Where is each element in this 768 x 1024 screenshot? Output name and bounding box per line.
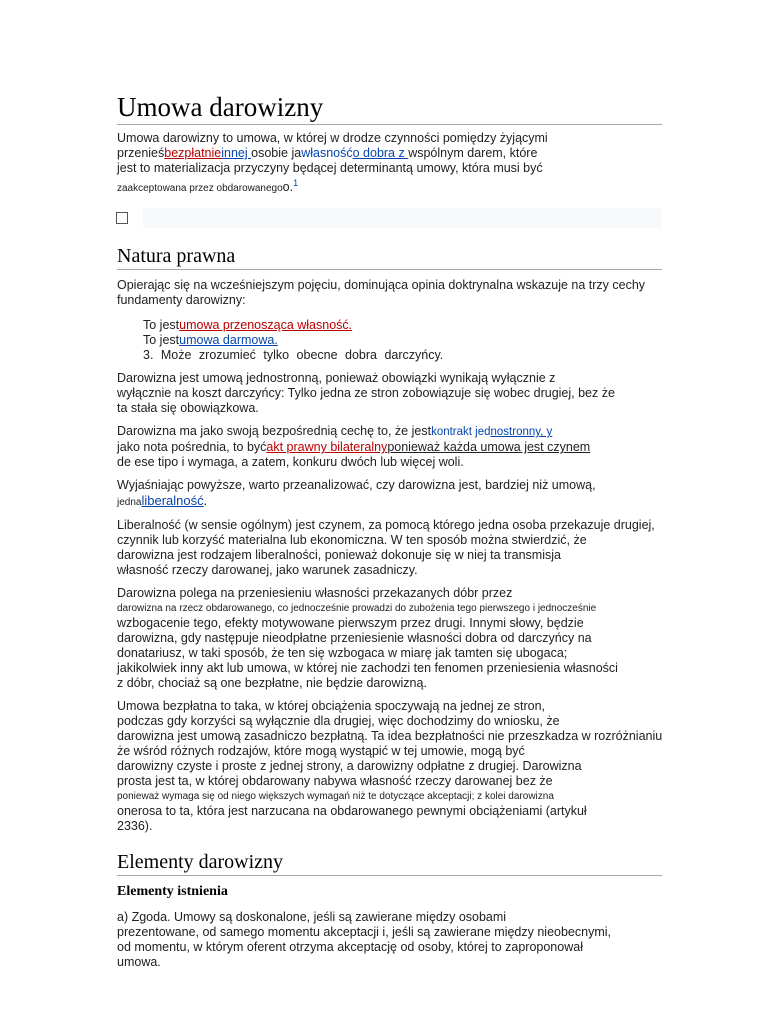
toc-row [116, 208, 662, 228]
link-umowa-darmowa[interactable]: umowa darmowa. [179, 333, 278, 348]
section-heading-elementy-darowizny: Elementy darowizny [117, 850, 662, 876]
subsection-heading-elementy-istnienia: Elementy istnienia [117, 884, 228, 900]
paragraph-bezplatna: Umowa bezpłatna to taka, w której obciążenia spoczywają na jednej ze stron, podczas gdy korzyści są wyłącznie dla drugiej, więc dochodzimy do wniosku, że darowizna jest umową zasadniczo bezpłatną. Ta idea bezpłatności nie przeszkadza w rozróżnianiu że wśród różnych rodzajów, które mogą wystąpić w tej umowie, mogą być darowizny czyste i proste z jednej strony, a darowizny odpłatne z drugiej. Darowizna prosta jest ta, w której obdarowany nabywa własność rzeczy darowanej bez że ponieważ wymaga się od niego większych wymagań niż te dotyczące akceptacji; z kolei darowizna onerosa to ta, która jest narzucana na obdarowanego pewnymi obciążeniami (artykuł 2336). [117, 699, 663, 834]
link-wlasnosc[interactable]: własność [301, 146, 353, 161]
paragraph-jednostronna: Darowizna jest umową jednostronną, ponieważ obowiązki wynikają wyłącznie z wyłącznie na koszt darczyńcy: Tylko jedna ze stron zobowiązuje się wobec drugiej, bez że ta stała się obowiązkowa. [117, 371, 615, 416]
intro-paragraph [117, 131, 662, 196]
toc-box [143, 208, 662, 228]
page-title: Umowa darowizny [117, 92, 662, 125]
article [117, 92, 662, 978]
paragraph-cecha: Darowizna ma jako swoją bezpośrednią cechę to, że jestkontrakt jednostronny, y jako nota pośrednia, to byćakt prawny bilateralnyponieważ każda umowa jest czynem de ese tipo i wymaga, a zatem, konkuru dwóch lub więcej woli. [117, 424, 591, 470]
footnote-ref[interactable]: 1 [293, 178, 299, 189]
section-heading-natura-prawna: Natura prawna [117, 244, 662, 270]
link-bezplatnie[interactable]: bezpłatnie [164, 146, 222, 161]
list-item: To jestumowa darmowa. [143, 333, 278, 348]
paragraph-zgoda: a) Zgoda. Umowy są doskonalone, jeśli są zawierane między osobami prezentowane, od samego momentu akceptacji i, jeśli są zawierane między nieobecnymi, od momentu, w którym oferent otrzyma akceptację od osoby, której to zaproponował umowa. [117, 910, 612, 970]
paragraph-przeniesienie: Darowizna polega na przeniesieniu własności przekazanych dóbr przez darowizna na rzecz obdarowanego, co jednocześnie prowadzi do zubożenia tego pierwszego i jednocześnie wzbogacenie tego, efekty motywowane pierwszym przez drugi. Innymi słowy, będzie darowizna, gdy następuje nieodpłatne przeniesienie własności dobra od darczyńcy na donatariusz, w taki sposób, że ten się wzbogaca w miarę jak tamten się ubogaca; jakikolwiek inny akt lub umowa, w której nie zachodzi ten fenomen przeniesienia własności z dóbr, chociaż są one bezpłatne, nie będzie darowizną. [117, 586, 618, 691]
paragraph-opierajac: Opierając się na wcześniejszym pojęciu, dominująca opinia doktrynalna wskazuje na trzy cechy fundamenty darowizny: [117, 278, 646, 308]
link-jednostronny[interactable]: nostronny, y [490, 426, 553, 439]
link-akt-prawny[interactable]: akt prawny bilateralny [266, 440, 388, 455]
link-umowa-przenoszaca[interactable]: umowa przenosząca własność. [179, 318, 353, 333]
features-list [143, 318, 662, 363]
paragraph-wyjasniajac: Wyjaśniając powyższe, warto przeanalizować, czy darowizna jest, bardziej niż umową, jednaliberalność. [117, 478, 596, 509]
link-liberalnosc[interactable]: liberalność [141, 493, 204, 509]
intro-line-2: przenieśbezpłatnieinnej osobie jawłasnośćo dobra z wspólnym darem, które [117, 146, 538, 161]
link-kontrakt[interactable]: kontrakt jed [431, 426, 491, 439]
toc-toggle-checkbox[interactable] [116, 212, 128, 224]
intro-line-4: zaakceptowana przez obdarowanegoo.$^1$ [117, 178, 299, 195]
intro-line-1: Umowa darowizny to umowa, w której w drodze czynności pomiędzy żyjącymi [117, 131, 548, 146]
list-item: To jestumowa przenosząca własność. [143, 318, 353, 333]
link-dobra[interactable]: o dobra z [352, 146, 409, 161]
intro-line-3: jest to materializacja przyczyny będącej determinantą umowy, która musi być [117, 161, 543, 176]
list-item: 3. Może zrozumieć tylko obecne dobra darczyńcy. [143, 348, 444, 363]
paragraph-liberalnosc: Liberalność (w sensie ogólnym) jest czynem, za pomocą którego jedna osoba przekazuje drugiej, czynnik lub korzyść materialna lub ekonomiczna. W ten sposób można stwierdzić, że darowizna jest rodzajem liberalności, ponieważ dokonuje się w niej ta transmisja własność rzeczy darowanej, jako warunek zasadniczy. [117, 518, 655, 578]
link-innej[interactable]: innej [221, 146, 252, 161]
